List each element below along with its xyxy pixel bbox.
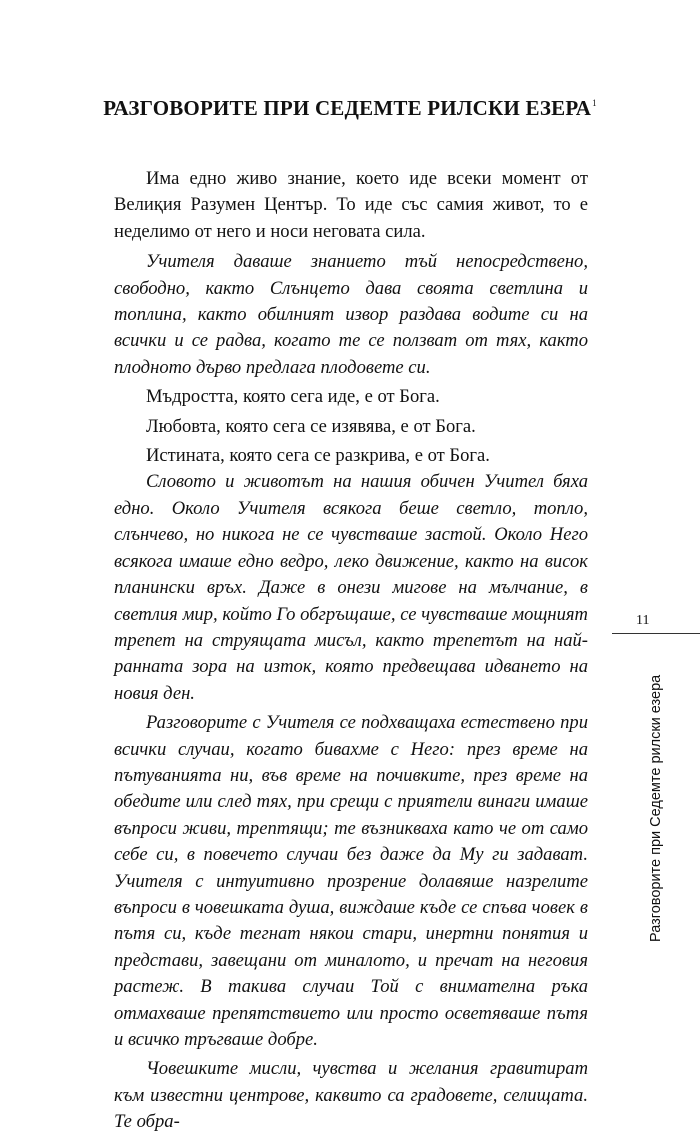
body-text [114,166,588,1136]
chapter-title [0,96,700,121]
paragraph: Разговорите с Учителя се подхващаха естествено при всички случаи, когато бивахме с Него: през време на пътуванията ни, във време на почивките, през време на обедите или след тях, при срещи с приятели винаги имаше въпроси живи, трептящи; те възникваха като че от само себе си, в повечето случаи без даже да Му ги задават. Учителя с интуитивно прозрение долавяше назрелите въпроси в човешката душа, виждаше къде се спъва човек в пътя си, къде тегнат някои стари, инертни понятия и представи, завещани от миналото, и пречат на неговия растеж. В такива случаи Той с внимателна ръка отмахваше препятствието или просто осветяваше пътя и всичко тръгваше добре. [114,712,588,1050]
page-number: 11 [636,613,650,628]
running-head: Разговорите при Седемте рилски езера [648,674,664,942]
paragraph: Истината, която сега се разкрива, е от Бога. [146,445,490,467]
paragraph: Има едно живо знание, което иде всеки момент от Велиқия Разумен Център. То иде със самия живот, то е неделимо от него и носи неговата сила. [114,168,588,242]
paragraph: Любовта, която сега се изявява, е от Бога. [146,415,476,437]
paragraph: Учителя даваше знанието тъй непосредствено, свободно, както Слънцето дава своята светлина и топлина, както обилният извор раздава водите си на всички и се радва, когато те се ползват от тях, както плодното дърво предлага плодовете си. [114,251,588,378]
paragraph: Мъдростта, която сега иде, е от Бога. [146,386,440,408]
paragraph: Словото и животът на нашия обичен Учител бяха едно. Около Учителя всякога беше светло, топло, слънчево, но никога не се чувстваше застой. Около Него всякога имаше едно ведро, леко движение, както на висок планински връх. Даже в онези мигове на мълчание, в светлия мир, който Го обгръщаше, се чувстваше мощният трепет на струящата мисъл, както трепетът на най-ранната зора на изток, която предвещава идването на новия ден. [114,471,588,704]
chapter-title-text: РАЗГОВОРИТЕ ПРИ СЕДЕМТЕ РИЛСКИ ЕЗЕРА [103,96,592,120]
paragraph: Човешките мисли, чувства и желания гравитират към известни центрове, каквито са градовете, селищата. Те обра- [114,1058,588,1133]
page-number-rule [612,633,700,634]
footnote-marker: 1 [592,98,597,108]
